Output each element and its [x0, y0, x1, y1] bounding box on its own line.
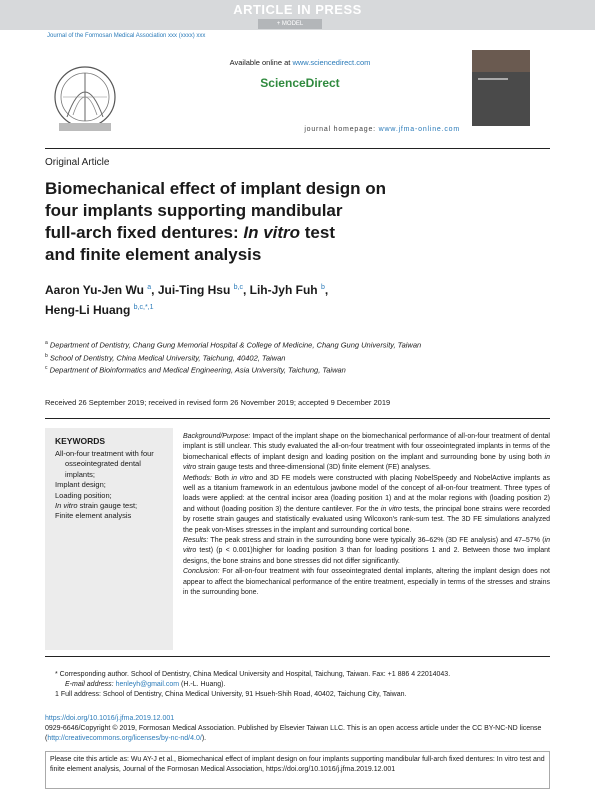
sciencedirect-url-link[interactable]: www.sciencedirect.com: [292, 58, 371, 67]
keyword-item: Loading position;: [55, 490, 112, 500]
dates-divider: [45, 418, 550, 419]
available-online: [140, 58, 460, 67]
affiliation-text: Department of Bioinformatics and Medical Engineering, Asia University, Taichung, Taiwan: [49, 365, 346, 375]
affiliation-item: [45, 338, 465, 351]
cite-this-article-box: Please cite this article as: Wu AY-J et al., Biomechanical effect of implant design on four implants supporting mandibular full-arch fixed dentures: In vitro test and finite element analysis, Journal of the Formosan Medical Association, https://doi.org/10.1016/j.jfma.2019.12.001: [45, 751, 550, 789]
abstract-conclusion: [183, 567, 550, 598]
article-title: [45, 178, 485, 266]
abstract-italic: in vitro: [231, 474, 253, 482]
abstract-text: For all-on-four treatment with four osseointegrated dental implants, altering the implant design does not appear to affect the biomechanical performance of the entire treatment, especially in terms of the stresses and strains in the surrounding bone.: [183, 568, 550, 597]
title-line-1: Biomechanical effect of implant design on: [45, 179, 386, 198]
affiliation-text: School of Dentistry, China Medical University, Taichung, 40402, Taiwan: [49, 353, 286, 362]
banner-title: ARTICLE IN PRESS: [233, 2, 362, 17]
received-dates: Received 26 September 2019; received in revised form 26 November 2019; accepted 9 December 2019: [45, 398, 391, 407]
email-label: E-mail address:: [65, 681, 116, 688]
email-suffix: (H.-L. Huang).: [179, 681, 226, 688]
article-in-press-banner: [0, 0, 595, 30]
author-affil-sup[interactable]: b,c,*,1: [133, 304, 154, 311]
author-name[interactable]: Heng-Li Huang: [45, 303, 131, 317]
abstract-divider: [45, 656, 550, 657]
affiliation-item: [45, 363, 465, 376]
title-line-3: [45, 222, 485, 244]
journal-homepage-link[interactable]: www.jfma-online.com: [378, 126, 460, 133]
copyright-end: ).: [201, 735, 207, 742]
header-divider: [45, 148, 550, 149]
author-separator: ,: [151, 283, 158, 297]
affiliation-sup: b: [45, 352, 48, 359]
affiliation-sup: c: [45, 365, 48, 371]
available-prefix: Available online at: [229, 58, 293, 67]
abstract-background: [183, 432, 550, 474]
abstract-text: strain gauge tests and three-dimensional (3D) finite element (FE) analyses.: [196, 464, 431, 472]
abstract-label: Conclusion:: [183, 568, 220, 576]
author-separator: ,: [242, 283, 250, 297]
title-line-4: and finite element analysis: [45, 245, 262, 264]
email-note: [55, 680, 550, 690]
abstract-text: The peak stress and strain in the surrounding bone were typically 36–62% (3D FE analysis) and 47–57% (: [208, 537, 545, 545]
author-name[interactable]: Lih-Jyh Fuh: [249, 283, 318, 297]
abstract-italic: in vitro: [380, 505, 402, 513]
copyright-main: 0929-6646/Copyright © 2019, Formosan Medical Association. Published by Elsevier Taiwan LLC. This is an open access article under the CC BY-NC-ND license (: [45, 725, 542, 742]
affiliation-sup: a: [45, 340, 48, 346]
homepage-prefix: journal homepage:: [304, 126, 379, 133]
keyword-item: All-on-four treatment with four osseointegrated dental implants;: [55, 449, 154, 479]
author-affil-sup[interactable]: a: [147, 284, 152, 291]
cover-band: [472, 50, 530, 72]
abstract-text: tests, the principal bone strains were recorded by rosette strain gauges and statistically evaluated using Wilcoxon's rank-sum test. The 3D FE simulations analyzed the peak von-Mises stresses in the implant and surrounding cortical bone.: [183, 505, 550, 534]
abstract-text: test) (p < 0.001)higher for loading position 3 than for loading positions 1 and 2. Between those two implant designs, the bone strains and bone stresses did not differ significantly.: [183, 547, 550, 565]
cover-text-line: [478, 78, 508, 80]
abstract-results: [183, 536, 550, 567]
title-line-3a: full-arch fixed dentures:: [45, 223, 244, 242]
abstract-text: Both: [211, 474, 232, 482]
keyword-item: [55, 501, 167, 511]
keyword-item: Implant design;: [55, 480, 106, 490]
corresponding-author-note: * Corresponding author. School of Dentistry, China Medical University and Hospital, Taichung, Taiwan. Fax: +1 886 4 22014043.: [55, 671, 451, 678]
title-line-2: four implants supporting mandibular: [45, 201, 343, 220]
author-name[interactable]: Jui-Ting Hsu: [157, 283, 231, 297]
abstract-label: Methods:: [183, 474, 212, 482]
title-line-3b: In vitro: [243, 223, 301, 242]
keyword-item: Finite element analysis: [55, 511, 132, 521]
banner-model-badge: + MODEL: [258, 19, 322, 29]
full-address-note: 1 Full address: School of Dentistry, China Medical University, 91 Hsueh-Shih Road, 40402, Taichung City, Taiwan.: [55, 691, 407, 698]
author-name[interactable]: Aaron Yu-Jen Wu: [45, 283, 144, 297]
abstract-italic: in vitro: [183, 537, 550, 555]
article-type: Original Article: [45, 157, 110, 168]
keywords-title: KEYWORDS: [55, 436, 106, 446]
journal-citation-line[interactable]: Journal of the Formosan Medical Association xxx (xxxx) xxx: [47, 33, 206, 39]
abstract-label: Results:: [183, 537, 209, 545]
copyright-text: [45, 724, 550, 744]
publisher-logo-icon: [45, 57, 125, 139]
footnotes: [55, 670, 550, 700]
author-list: [45, 279, 485, 319]
affiliation-text: Department of Dentistry, Chang Gung Memorial Hospital & College of Medicine, Chang Gung University, Taiwan: [49, 340, 422, 350]
abstract-methods: [183, 474, 550, 536]
author-affil-sup[interactable]: b: [320, 284, 325, 291]
abstract-italic: in vitro: [183, 453, 550, 472]
journal-homepage: [140, 126, 460, 133]
keywords-list: [55, 449, 167, 522]
abstract-label: Background/Purpose:: [183, 433, 251, 440]
keyword-italic: In vitro: [55, 501, 78, 511]
author-separator: ,: [324, 283, 329, 297]
affiliation-item: [45, 351, 465, 364]
email-link[interactable]: henleyh@gmail.com: [115, 681, 180, 688]
keyword-rest: strain gauge test;: [77, 501, 138, 511]
sciencedirect-wordmark: ScienceDirect: [260, 76, 340, 90]
abstract: [183, 432, 550, 599]
affiliations: [45, 338, 465, 376]
author-affil-sup[interactable]: b,c: [233, 284, 243, 291]
abstract-text: Impact of the implant shape on the biomechanical performance of all-on-four treatment of dental implant is still unclear. This study evaluated the all-on-four treatment with four osseointegrated implants in terms of the biomechanical effects of implant design and loading position on the implant and surrounding bone by using both: [183, 433, 550, 461]
journal-cover-thumbnail: [472, 50, 530, 126]
doi-copyright-block: [45, 714, 550, 744]
doi-link[interactable]: https://doi.org/10.1016/j.jfma.2019.12.001: [45, 715, 175, 722]
title-line-3c: test: [300, 223, 336, 242]
abstract-text: and 3D FE models were constructed with placing NobelSpeedy and NobelActive implants as well as a titanium framework in an edentulous jawbone model of the concept of all-on-four treatment. Three types of loads were applied: at the central incisor area (loading position 1) and at the molar regions with (loading position 2) and without (loading position 3) the denture cantilever. For the: [183, 474, 550, 513]
license-link[interactable]: http://creativecommons.org/licenses/by-nc-nd/4.0/: [47, 735, 202, 742]
